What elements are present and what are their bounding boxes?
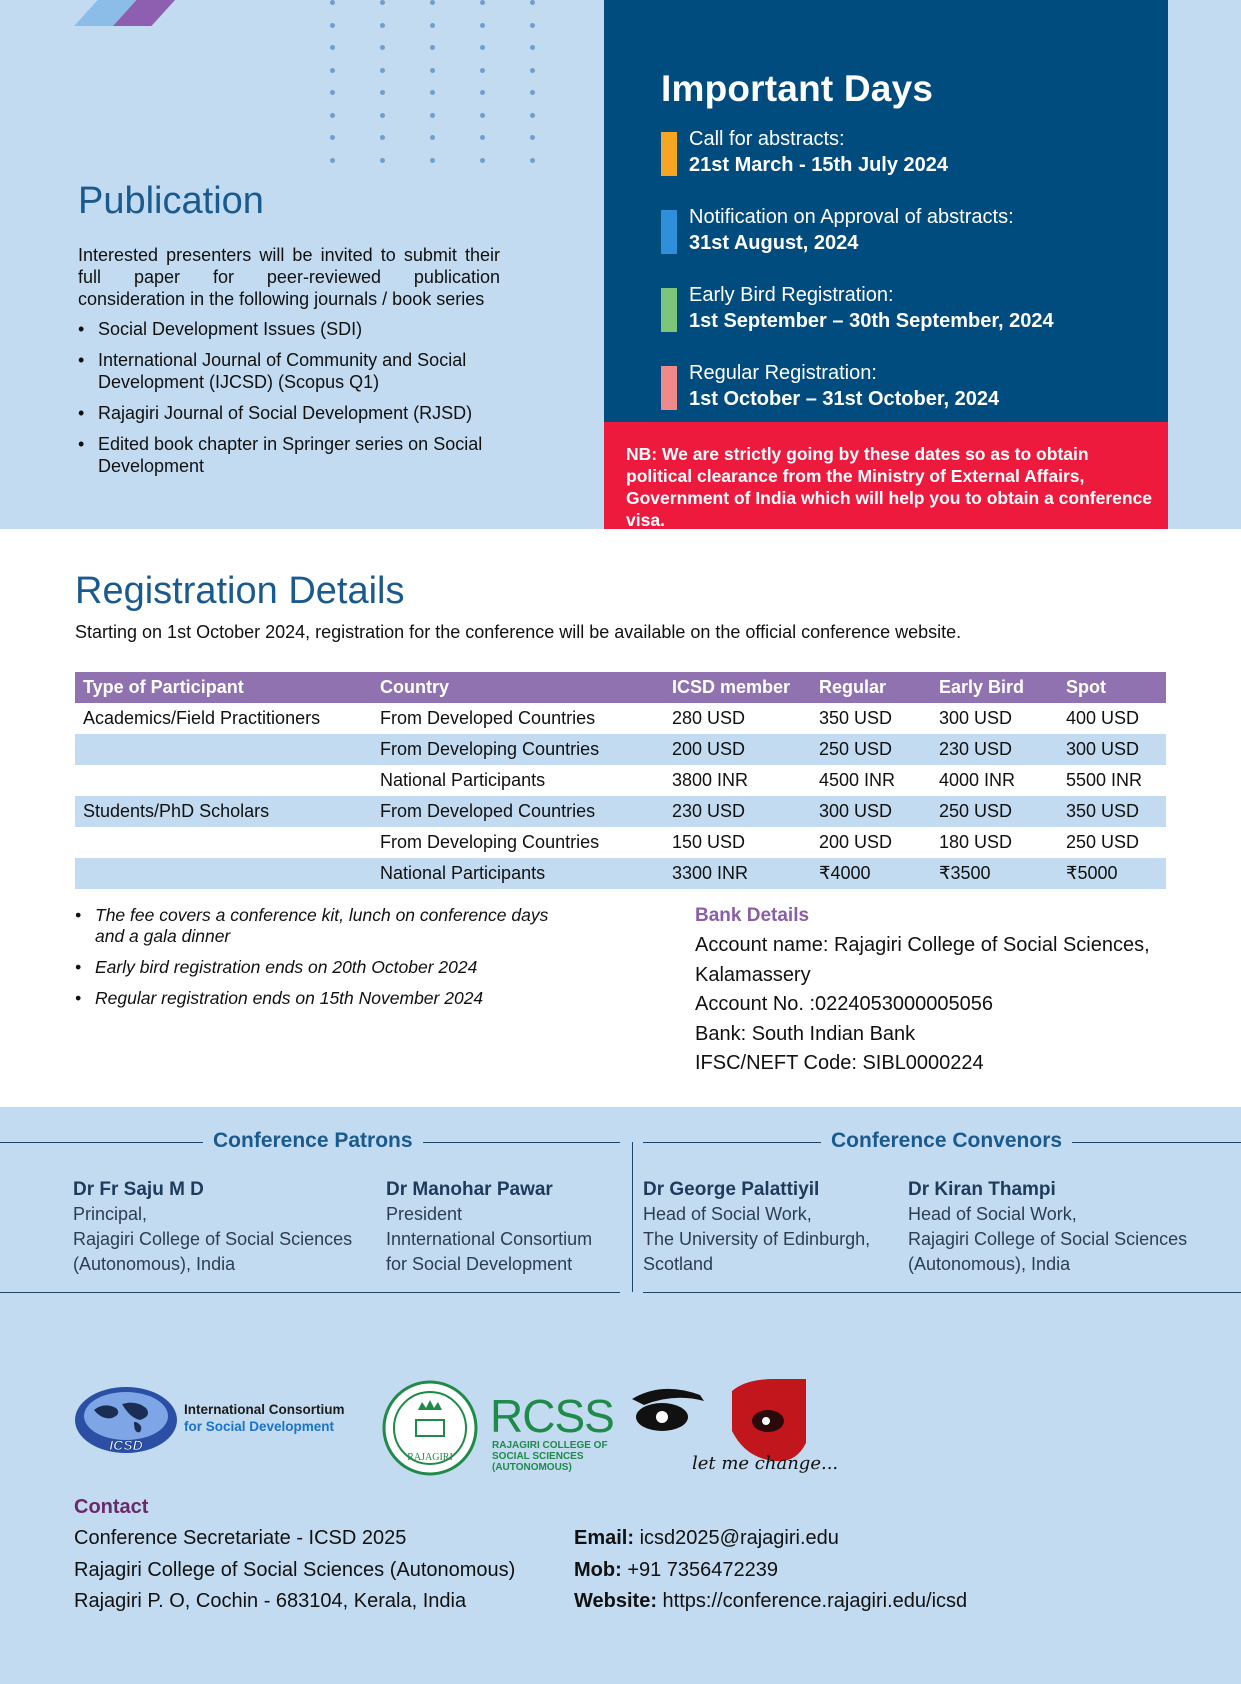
fee-note: • The fee covers a conference kit, lunch on conference days and a gala dinner xyxy=(75,905,575,947)
decor-dot xyxy=(430,158,435,163)
person-detail: The University of Edinburgh, xyxy=(643,1229,871,1249)
person-detail: Principal, xyxy=(73,1204,148,1224)
let-me-change-logo xyxy=(630,1377,839,1477)
mobile-label: Mob: xyxy=(574,1558,622,1581)
table-cell: 3800 INR xyxy=(672,770,749,790)
table-cell: 350 USD xyxy=(819,708,893,728)
icsd-abbr: ICSD xyxy=(109,1437,143,1453)
table-cell: 150 USD xyxy=(672,832,746,852)
patron-card xyxy=(73,1177,352,1277)
column-header: Country xyxy=(372,672,664,703)
decor-dot xyxy=(530,68,535,73)
decor-dot xyxy=(430,135,435,140)
registration-title: Registration Details xyxy=(75,570,405,612)
decor-dot xyxy=(330,23,335,28)
table-cell: 200 USD xyxy=(819,832,893,852)
table-cell: 180 USD xyxy=(939,832,1013,852)
day-color-bar xyxy=(661,288,677,332)
decor-dot xyxy=(530,90,535,95)
website-link[interactable]: https://conference.rajagiri.edu/icsd xyxy=(662,1590,968,1612)
publication-intro: Interested presenters will be invited to submit their full paper for peer-reviewed publication consideration in the following journals / book series xyxy=(78,245,500,309)
mobile-row xyxy=(574,1555,967,1587)
column-header: Spot xyxy=(1058,672,1166,703)
day-label: Notification on Approval of abstracts: xyxy=(689,206,1014,228)
table-cell: 250 USD xyxy=(1066,832,1140,852)
person-detail: Scotland xyxy=(643,1254,714,1274)
table-cell: 230 USD xyxy=(931,734,1058,765)
email-link[interactable]: icsd2025@rajagiri.edu xyxy=(639,1527,839,1549)
visa-note: NB: We are strictly going by these dates so as to obtain political clearance from the Ministry of External Affairs, Government of India which will help you to obtain a conference visa. xyxy=(626,444,1153,530)
table-cell: 300 USD xyxy=(811,796,931,827)
decor-dot xyxy=(530,0,535,5)
table-cell: 3300 INR xyxy=(664,858,811,889)
table-cell: 5500 INR xyxy=(1066,770,1143,790)
day-date: 31st August, 2024 xyxy=(689,232,859,254)
divider-line xyxy=(632,1142,633,1292)
decor-dot xyxy=(380,135,385,140)
table-cell: 280 USD xyxy=(672,708,746,728)
person-detail: President xyxy=(386,1204,463,1224)
convenors-title: Conference Convenors xyxy=(821,1129,1072,1153)
person-name: Dr Kiran Thampi xyxy=(908,1179,1056,1200)
divider-line xyxy=(643,1292,1241,1293)
icsd-logo xyxy=(74,1384,364,1456)
bank-details-title: Bank Details xyxy=(695,905,810,926)
website-row xyxy=(574,1586,967,1618)
table-cell: From Developed Countries xyxy=(380,708,596,728)
person-name: Dr Fr Saju M D xyxy=(73,1179,204,1200)
person-detail: (Autonomous), India xyxy=(73,1254,236,1274)
table-cell: From Developing Countries xyxy=(372,734,664,765)
person-detail: (Autonomous), India xyxy=(908,1254,1071,1274)
decor-dot xyxy=(430,0,435,5)
rcss-name-line3: (AUTONOMOUS) xyxy=(492,1462,572,1473)
table-cell: From Developing Countries xyxy=(380,832,600,852)
decor-dot xyxy=(480,135,485,140)
publication-item: • Rajagiri Journal of Social Development (RJSD) xyxy=(78,402,518,424)
table-cell: 250 USD xyxy=(931,796,1058,827)
address-line: Rajagiri P. O, Cochin - 683104, Kerala, India xyxy=(74,1590,467,1612)
publication-title: Publication xyxy=(78,180,264,222)
decor-dot-grid xyxy=(330,0,540,170)
decor-dot xyxy=(530,135,535,140)
table-cell: 300 USD xyxy=(939,708,1013,728)
eye-pupil xyxy=(656,1411,668,1423)
decor-dot xyxy=(430,45,435,50)
fee-note: • Regular registration ends on 15th November 2024 xyxy=(75,988,575,1009)
table-cell: 4000 INR xyxy=(939,770,1016,790)
person-detail: Head of Social Work, xyxy=(643,1204,812,1224)
day-date: 1st October – 31st October, 2024 xyxy=(689,388,1000,410)
contact-address xyxy=(74,1523,515,1618)
table-row xyxy=(75,796,1166,827)
table-cell: 4500 INR xyxy=(819,770,896,790)
decor-dot xyxy=(430,68,435,73)
table-cell: 230 USD xyxy=(664,796,811,827)
important-days-title: Important Days xyxy=(661,68,934,109)
decor-dot xyxy=(430,90,435,95)
decor-dot xyxy=(430,113,435,118)
person-detail: Rajagiri College of Social Sciences xyxy=(73,1229,353,1249)
decor-dot xyxy=(330,68,335,73)
table-header-row xyxy=(75,672,1166,703)
decor-dot xyxy=(480,113,485,118)
decor-dot xyxy=(480,90,485,95)
decor-dot xyxy=(330,113,335,118)
decor-dot xyxy=(480,0,485,5)
table-cell: 400 USD xyxy=(1066,708,1140,728)
decor-dot xyxy=(530,113,535,118)
day-label: Early Bird Registration: xyxy=(689,284,894,306)
table-cell: 250 USD xyxy=(811,734,931,765)
table-cell xyxy=(75,734,372,765)
decor-dot xyxy=(480,158,485,163)
publication-list xyxy=(78,318,518,486)
publication-item: • Social Development Issues (SDI) xyxy=(78,318,518,340)
rcss-abbr: RCSS xyxy=(490,1390,614,1442)
registration-fee-table xyxy=(75,672,1166,889)
day-label: Regular Registration: xyxy=(689,362,877,384)
decor-dot xyxy=(530,158,535,163)
convenor-card xyxy=(908,1177,1187,1277)
decor-dot xyxy=(380,23,385,28)
day-color-bar xyxy=(661,210,677,254)
day-label: Call for abstracts: xyxy=(689,128,845,150)
table-row xyxy=(75,703,1166,734)
person-detail: Head of Social Work, xyxy=(908,1204,1077,1224)
patron-card xyxy=(386,1177,592,1277)
decor-dot xyxy=(330,158,335,163)
table-cell: From Developed Countries xyxy=(372,796,664,827)
table-cell: Students/PhD Scholars xyxy=(75,796,372,827)
decor-dot xyxy=(330,0,335,5)
rcss-logo xyxy=(382,1380,612,1476)
convenor-card xyxy=(643,1177,870,1277)
table-cell: 300 USD xyxy=(1058,734,1166,765)
decor-dot xyxy=(480,68,485,73)
website-label: Website: xyxy=(574,1590,657,1612)
email-row xyxy=(574,1523,967,1555)
decor-dot xyxy=(430,23,435,28)
contact-details xyxy=(574,1523,967,1618)
bank-line: Bank: South Indian Bank xyxy=(695,1022,916,1045)
day-color-bar xyxy=(661,366,677,410)
table-cell xyxy=(75,827,372,858)
person-name: Dr Manohar Pawar xyxy=(386,1179,553,1200)
publication-item: • International Journal of Community and Social Development (IJCSD) (Scopus Q1) xyxy=(78,349,518,393)
bank-line: Account name: Rajagiri College of Social Sciences, Kalamassery xyxy=(695,934,1150,986)
icsd-name-line1: International Consortium xyxy=(184,1402,345,1417)
table-row xyxy=(75,858,1166,889)
person-name: Dr George Palattiyil xyxy=(643,1179,820,1200)
decor-dot xyxy=(330,135,335,140)
table-cell: ₹3500 xyxy=(931,858,1058,889)
fee-note: • Early bird registration ends on 20th October 2024 xyxy=(75,957,575,978)
table-cell: ₹4000 xyxy=(811,858,931,889)
table-cell: Academics/Field Practitioners xyxy=(83,708,321,728)
seal-text: RAJAGIRI xyxy=(407,1452,453,1463)
bank-line: IFSC/NEFT Code: SIBL0000224 xyxy=(695,1052,984,1074)
day-color-bar xyxy=(661,132,677,176)
email-label: Email: xyxy=(574,1527,635,1549)
person-detail: Rajagiri College of Social Sciences xyxy=(908,1229,1188,1249)
table-cell: National Participants xyxy=(372,858,664,889)
decor-dot xyxy=(330,45,335,50)
decor-dot xyxy=(380,113,385,118)
globe-highlight xyxy=(84,1392,168,1440)
fee-notes xyxy=(75,905,575,1019)
mobile-number[interactable]: +91 7356472239 xyxy=(627,1558,779,1581)
decor-dot xyxy=(380,68,385,73)
rcss-name-line1: RAJAGIRI COLLEGE OF xyxy=(492,1440,608,1451)
address-line: Conference Secretariate - ICSD 2025 xyxy=(74,1527,407,1549)
eyebrow-icon xyxy=(632,1389,704,1405)
bank-line: Account No. :0224053000005056 xyxy=(695,993,994,1015)
table-cell xyxy=(75,858,372,889)
address-line: Rajagiri College of Social Sciences (Autonomous) xyxy=(74,1558,516,1581)
decor-dot xyxy=(380,158,385,163)
table-row xyxy=(75,827,1166,858)
table-row xyxy=(75,734,1166,765)
table-cell: ₹5000 xyxy=(1058,858,1166,889)
decor-dot xyxy=(480,23,485,28)
table-row xyxy=(75,765,1166,796)
table-cell: 200 USD xyxy=(664,734,811,765)
rcss-name-line2: SOCIAL SCIENCES xyxy=(492,1451,584,1462)
red-eye-pupil xyxy=(762,1417,770,1425)
decor-dot xyxy=(330,90,335,95)
publication-item: • Edited book chapter in Springer series on Social Development xyxy=(78,433,518,477)
column-header: ICSD member xyxy=(664,672,811,703)
decor-dot xyxy=(480,45,485,50)
day-date: 21st March - 15th July 2024 xyxy=(689,154,949,176)
column-header: Regular xyxy=(811,672,931,703)
person-detail: Innternational Consortium xyxy=(386,1229,593,1249)
contact-title: Contact xyxy=(74,1496,149,1518)
column-header: Type of Participant xyxy=(75,672,372,703)
table-cell: National Participants xyxy=(380,770,546,790)
patrons-title: Conference Patrons xyxy=(203,1129,423,1153)
decor-dot xyxy=(380,45,385,50)
decor-dot xyxy=(380,90,385,95)
decor-dot xyxy=(380,0,385,5)
bank-details xyxy=(695,931,1175,1079)
divider-line xyxy=(0,1292,620,1293)
column-header: Early Bird xyxy=(931,672,1058,703)
decor-dot xyxy=(530,45,535,50)
day-date: 1st September – 30th September, 2024 xyxy=(689,310,1054,332)
table-cell: 350 USD xyxy=(1058,796,1166,827)
person-detail: for Social Development xyxy=(386,1254,573,1274)
decor-dot xyxy=(530,23,535,28)
table-cell xyxy=(75,765,372,796)
tagline: let me change... xyxy=(692,1453,839,1474)
registration-description: Starting on 1st October 2024, registration for the conference will be available on the official conference website. xyxy=(75,622,962,642)
icsd-name-line2: for Social Development xyxy=(184,1419,335,1434)
